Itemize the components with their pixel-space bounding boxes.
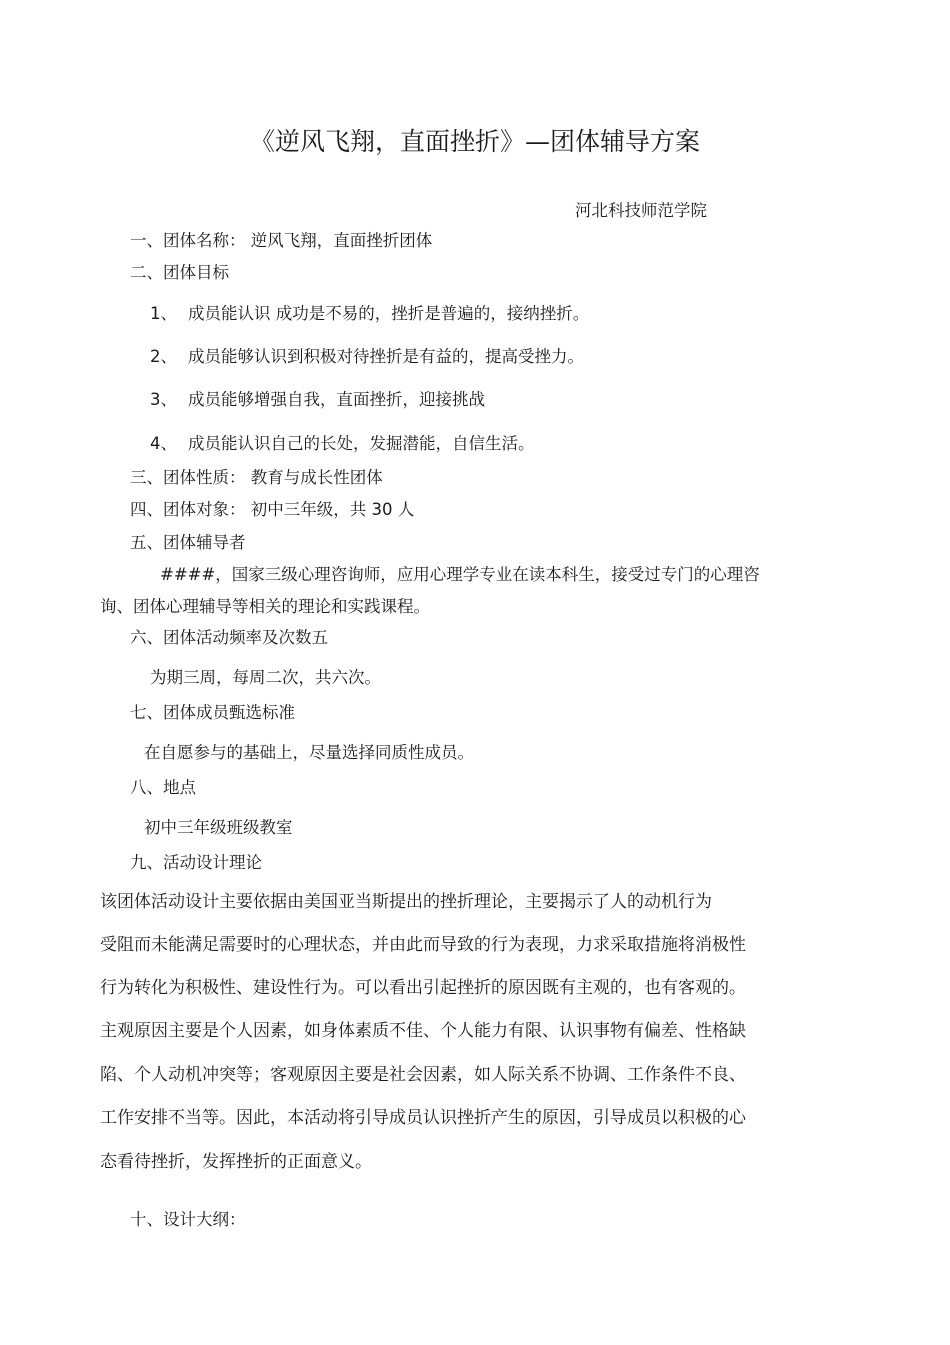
- section-7-selection: 七、团体成员甄选标准: [130, 703, 295, 722]
- goal-number: 1、: [150, 304, 177, 323]
- section-8-body: 初中三年级班级教室: [144, 818, 293, 837]
- section-5-leader: 五、团体辅导者: [130, 533, 246, 552]
- goal-item: [150, 304, 589, 324]
- goal-text: 成员能认识 成功是不易的，挫折是普遍的，接纳挫折。: [188, 304, 590, 323]
- goal-item: [150, 390, 485, 410]
- document-title: 《逆风飞翔，直面挫折》—团体辅导方案: [249, 127, 700, 156]
- section-5-body-line: ####，国家三级心理咨询师，应用心理学专业在读本科生，接受过专门的心理咨: [160, 565, 760, 584]
- section-6-body: 为期三周，每周二次，共六次。: [150, 668, 381, 687]
- section-8-location: 八、地点: [130, 778, 196, 797]
- theory-paragraph-line: 态看待挫折，发挥挫折的正面意义。: [100, 1152, 372, 1172]
- section-10-outline: 十、设计大纲：: [130, 1210, 246, 1229]
- goal-text: 成员能够增强自我，直面挫折，迎接挑战: [188, 390, 485, 409]
- section-6-frequency: 六、团体活动频率及次数五: [130, 628, 328, 647]
- section-4-target: 四、团体对象： 初中三年级，共 30 人: [130, 500, 415, 519]
- theory-paragraph-line: 该团体活动设计主要依据由美国亚当斯提出的挫折理论，主要揭示了人的动机行为: [100, 892, 712, 912]
- goal-item: [150, 347, 584, 367]
- section-9-theory: 九、活动设计理论: [130, 853, 262, 872]
- theory-paragraph-line: 陷、个人动机冲突等；客观原因主要是社会因素，如人际关系不协调、工作条件不良、: [100, 1065, 746, 1085]
- section-3-nature: 三、团体性质： 教育与成长性团体: [130, 468, 383, 487]
- theory-paragraph-line: 受阻而未能满足需要时的心理状态，并由此而导致的行为表现，力求采取措施将消极性: [100, 935, 746, 955]
- goal-text: 成员能认识自己的长处，发掘潜能，自信生活。: [188, 434, 535, 453]
- theory-paragraph-line: 主观原因主要是个人因素，如身体素质不佳、个人能力有限、认识事物有偏差、性格缺: [100, 1021, 746, 1041]
- goal-text: 成员能够认识到积极对待挫折是有益的，提高受挫力。: [188, 347, 584, 366]
- section-2-goals: 二、团体目标: [130, 263, 229, 282]
- goal-number: 2、: [150, 347, 177, 366]
- organization: 河北科技师范学院: [575, 201, 707, 220]
- goal-number: 3、: [150, 390, 177, 409]
- goal-number: 4、: [150, 434, 177, 453]
- goal-item: [150, 434, 535, 454]
- theory-paragraph-line: 工作安排不当等。因此，本活动将引导成员认识挫折产生的原因，引导成员以积极的心: [100, 1108, 746, 1128]
- theory-paragraph-line: 行为转化为积极性、建设性行为。可以看出引起挫折的原因既有主观的，也有客观的。: [100, 978, 746, 998]
- section-5-body-line: 询、团体心理辅导等相关的理论和实践课程。: [100, 597, 430, 616]
- section-7-body: 在自愿参与的基础上，尽量选择同质性成员。: [144, 743, 474, 762]
- section-1-name: 一、团体名称： 逆风飞翔，直面挫折团体: [130, 231, 433, 250]
